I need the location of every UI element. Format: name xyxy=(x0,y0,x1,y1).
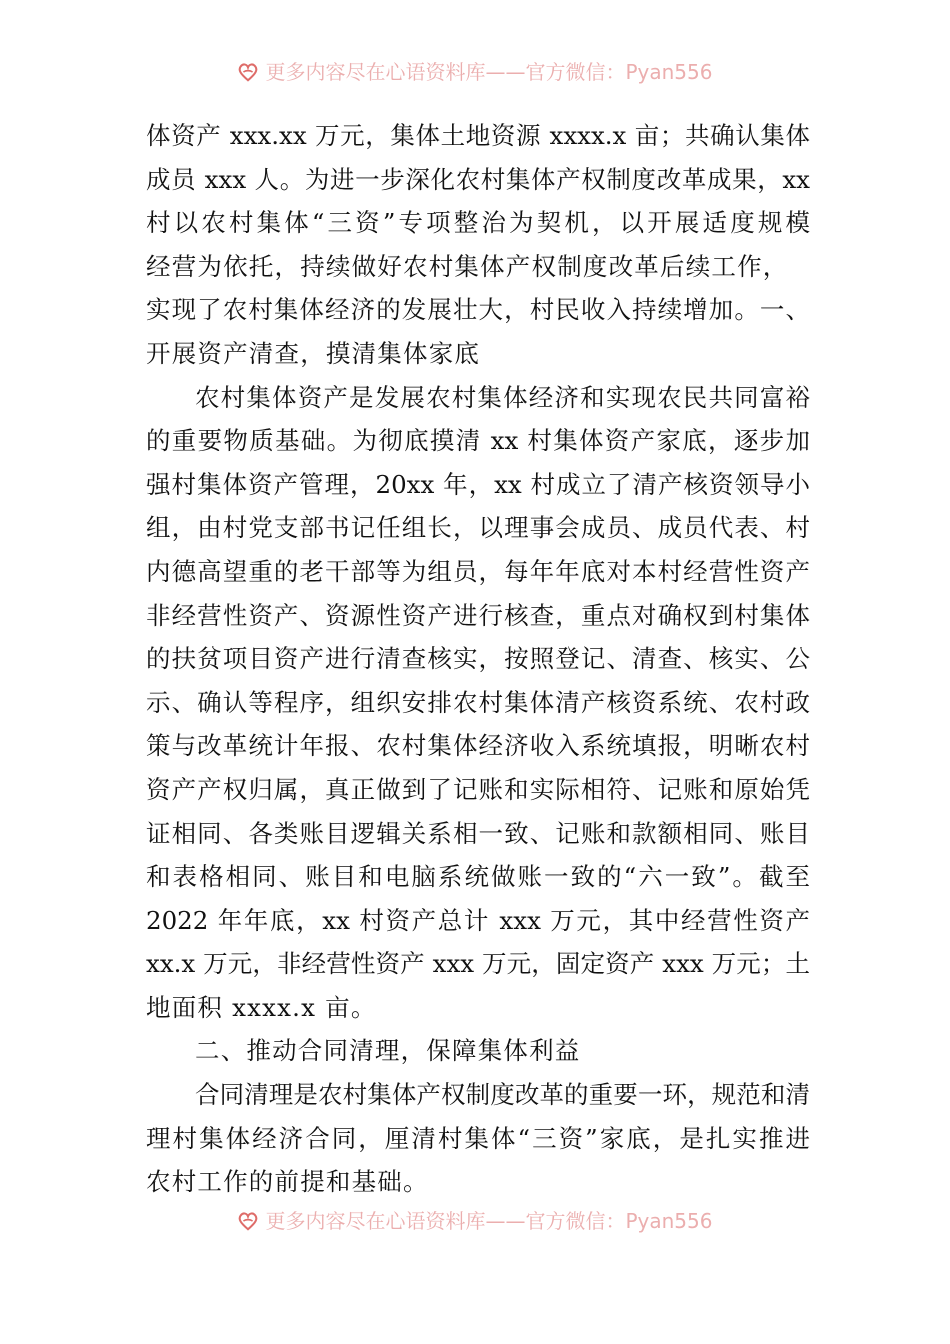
text-line: 和表格相同、账目和电脑系统做账一致的“六一致”。截至 xyxy=(146,862,810,892)
text-line: 示、确认等程序，组织安排农村集体清产核资系统、农村政 xyxy=(146,687,810,717)
text-line: 农村工作的前提和基础。 xyxy=(146,1167,429,1197)
text-line: 组，由村党支部书记任组长，以理事会成员、成员代表、村 xyxy=(146,513,810,543)
document-body xyxy=(146,114,810,1204)
text-line: 策与改革统计年报、农村集体经济收入系统填报，明晰农村 xyxy=(146,731,810,761)
text-line: 2022 年年底，xx 村资产总计 xxx 万元，其中经营性资产 xyxy=(146,905,810,935)
heart-logo-icon xyxy=(237,1210,259,1232)
text-line: 的重要物质基础。为彻底摸清 xx 村集体资产家底，逐步加 xyxy=(146,426,810,456)
section-heading: 开展资产清查，摸清集体家底 xyxy=(146,338,481,368)
text-line: 证相同、各类账目逻辑关系相一致、记账和款额相同、账目 xyxy=(146,818,810,848)
text-line: xx.x 万元，非经营性资产 xxx 万元，固定资产 xxx 万元；土 xyxy=(146,949,810,979)
text-line: 实现了农村集体经济的发展壮大，村民收入持续增加。一、 xyxy=(146,295,810,325)
paragraph-first-line: 农村集体资产是发展农村集体经济和实现农民共同富裕 xyxy=(195,382,810,412)
text-line: 村以农村集体“三资”专项整治为契机，以开展适度规模 xyxy=(146,208,810,238)
text-line: 体资产 xxx.xx 万元，集体土地资源 xxxx.x 亩；共确认集体 xyxy=(146,121,810,150)
text-line: 理村集体经济合同，厘清村集体“三资”家底，是扎实推进 xyxy=(146,1123,810,1153)
watermark-text: 更多内容尽在心语资料库——官方微信：Pyan556 xyxy=(265,1209,713,1233)
text-line: 内德高望重的老干部等为组员，每年年底对本村经营性资产 xyxy=(146,556,810,586)
text-line: 的扶贫项目资产进行清查核实，按照登记、清查、核实、公 xyxy=(146,644,810,674)
text-line: 经营为依托，持续做好农村集体产权制度改革后续工作， xyxy=(146,251,789,281)
header-watermark xyxy=(0,58,950,86)
text-line: 成员 xxx 人。为进一步深化农村集体产权制度改革成果，xx xyxy=(146,164,810,194)
text-line: 地面积 xxxx.x 亩。 xyxy=(146,992,377,1022)
text-line: 非经营性资产、资源性资产进行核查，重点对确权到村集体 xyxy=(146,600,810,630)
watermark-text: 更多内容尽在心语资料库——官方微信：Pyan556 xyxy=(265,60,713,84)
paragraph-first-line: 合同清理是农村集体产权制度改革的重要一环，规范和清 xyxy=(195,1080,810,1110)
section-heading: 二、推动合同清理，保障集体利益 xyxy=(195,1036,581,1066)
footer-watermark xyxy=(0,1207,950,1235)
text-line: 资产产权归属，真正做到了记账和实际相符、记账和原始凭 xyxy=(146,774,810,804)
heart-logo-icon xyxy=(237,61,259,83)
text-line: 强村集体资产管理，20xx 年，xx 村成立了清产核资领导小 xyxy=(146,469,810,499)
